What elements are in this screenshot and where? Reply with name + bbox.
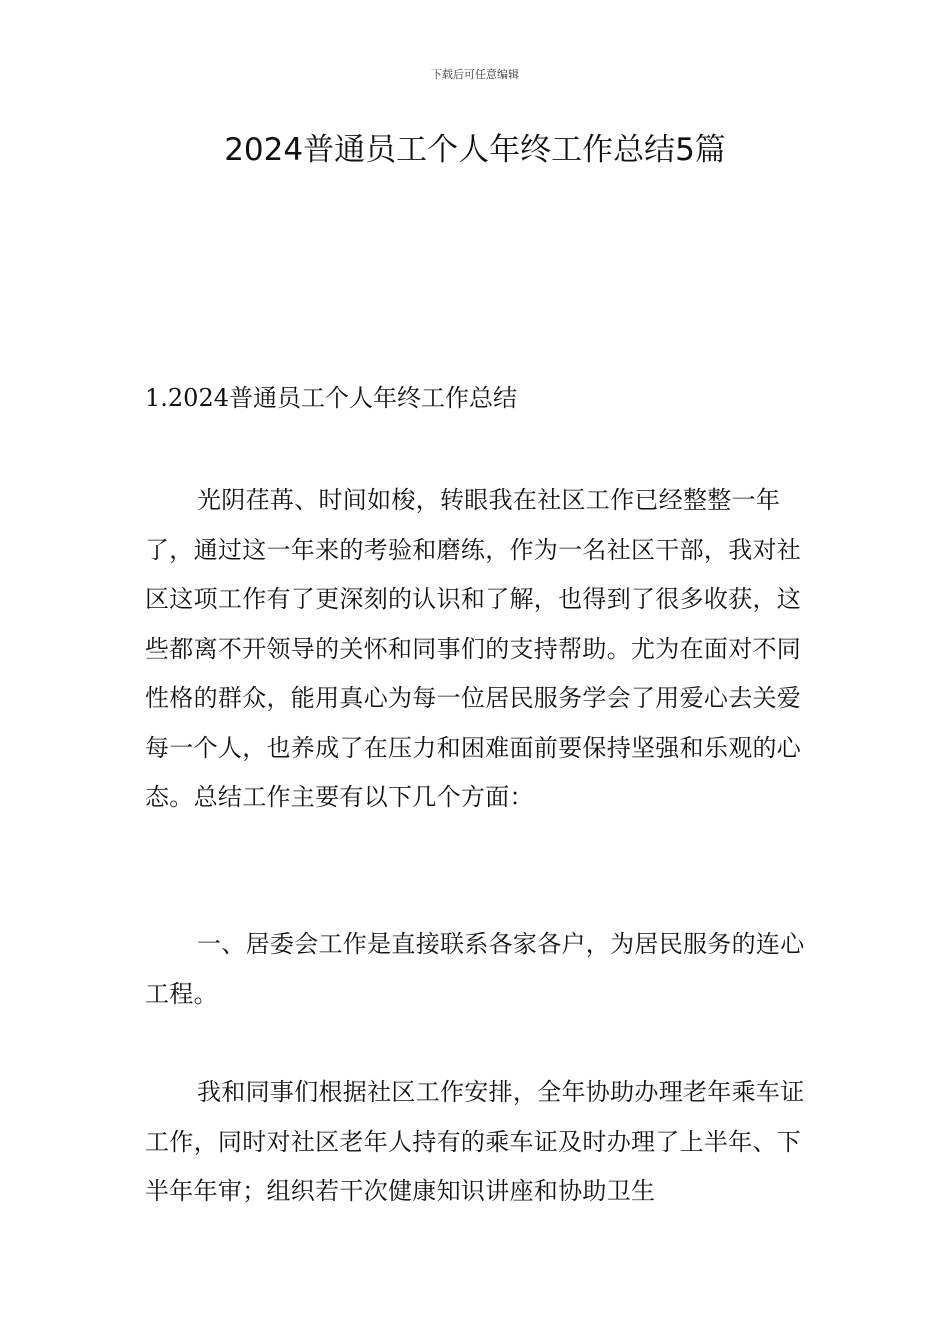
paragraph-point-one: 一、居委会工作是直接联系各家各户，为居民服务的连心工程。 — [145, 930, 805, 1008]
paragraph-work-details: 我和同事们根据社区工作安排，全年协助办理老年乘车证工作，同时对社区老年人持有的乘车证及时办理了上半年、下半年年审；组织若干次健康知识讲座和协助卫生 — [145, 1078, 805, 1205]
paragraph-intro: 光阴荏苒、时间如梭，转眼我在社区工作已经整整一年了，通过这一年来的考验和磨练，作为一名社区干部，我对社区这项工作有了更深刻的认识和了解，也得到了很多收获，这些都离不开领导的关怀和同事们的支持帮助。尤为在面对不同性格的群众，能用真心为每一位居民服务学会了用爱心去关爱每一个人，也养成了在压力和困难面前要保持坚强和乐观的心态。总结工作主要有以下几个方面： — [145, 486, 802, 811]
section-heading: 1.2024普通员工个人年终工作总结 — [145, 384, 517, 412]
header-note: 下载后可任意编辑 — [431, 68, 519, 81]
document-title: 2024普通员工个人年终工作总结5篇 — [224, 132, 726, 168]
